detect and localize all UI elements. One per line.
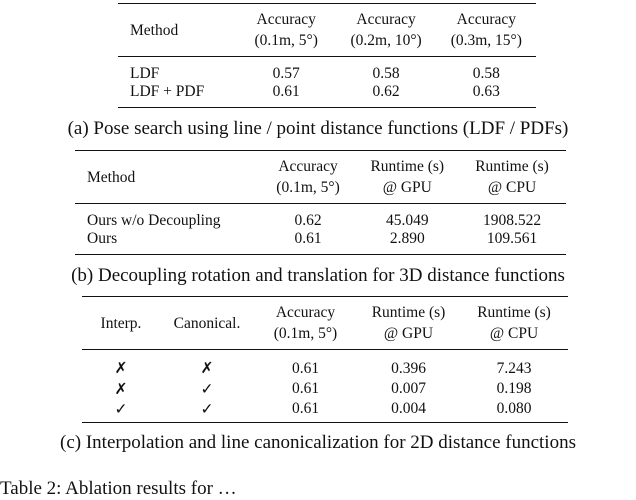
- table-c-header: [82, 297, 568, 350]
- table-row: LDF + PDF 0.61 0.62 0.63: [118, 83, 536, 108]
- cross-icon: ✗: [200, 360, 214, 377]
- caption-c: (c) Interpolation and line canonicalization for 2D distance functions: [60, 432, 576, 453]
- table-a-header: [118, 4, 536, 57]
- check-icon: ✓: [114, 401, 128, 418]
- check-icon: ✓: [200, 380, 214, 398]
- caption-b: (b) Decoupling rotation and translation for 3D distance functions: [71, 265, 565, 286]
- header-accuracy: Accuracy (0.1m, 5°): [273, 304, 338, 342]
- caption-a: (a) Pose search using line / point distance functions (LDF / PDFs): [67, 118, 569, 139]
- table-row: Ours 0.61 2.890 109.561: [75, 230, 566, 255]
- header-interp: Interp.: [100, 314, 142, 332]
- header-runtime-cpu: Runtime (s) @ CPU: [477, 304, 551, 342]
- header-accuracy-3: Accuracy (0.3m, 15°): [450, 11, 522, 49]
- table-b: [75, 150, 566, 255]
- header-accuracy: Accuracy (0.1m, 5°): [276, 158, 340, 196]
- table-row: ✗ ✗ 0.61 0.396 7.243: [82, 350, 568, 379]
- header-runtime-gpu: Runtime (s) @ GPU: [371, 304, 446, 342]
- table-row: LDF 0.57 0.58 0.58: [118, 57, 536, 84]
- header-accuracy-2: Accuracy (0.2m, 10°): [350, 11, 422, 49]
- table-row: ✓ ✓ 0.61 0.004 0.080: [82, 400, 568, 423]
- table-row: ✗ ✓ 0.61 0.007 0.198: [82, 378, 568, 400]
- table-row: Ours w/o Decoupling 0.62 45.049 1908.522: [75, 204, 566, 231]
- header-runtime-cpu: Runtime (s) @ CPU: [475, 158, 549, 196]
- cross-icon: ✗: [114, 360, 128, 377]
- header-canonical: Canonical.: [173, 314, 241, 332]
- header-method: Method: [130, 21, 179, 39]
- header-method: Method: [87, 168, 136, 186]
- table-a: [118, 3, 536, 108]
- check-icon: ✓: [200, 401, 214, 418]
- header-runtime-gpu: Runtime (s) @ GPU: [370, 158, 445, 196]
- table-caption-cutoff: Table 2: Ablation results for …: [0, 478, 237, 499]
- table-b-header: [75, 151, 566, 204]
- cross-icon: ✗: [114, 380, 128, 398]
- table-c: [82, 296, 568, 423]
- header-accuracy-1: Accuracy (0.1m, 5°): [254, 11, 318, 49]
